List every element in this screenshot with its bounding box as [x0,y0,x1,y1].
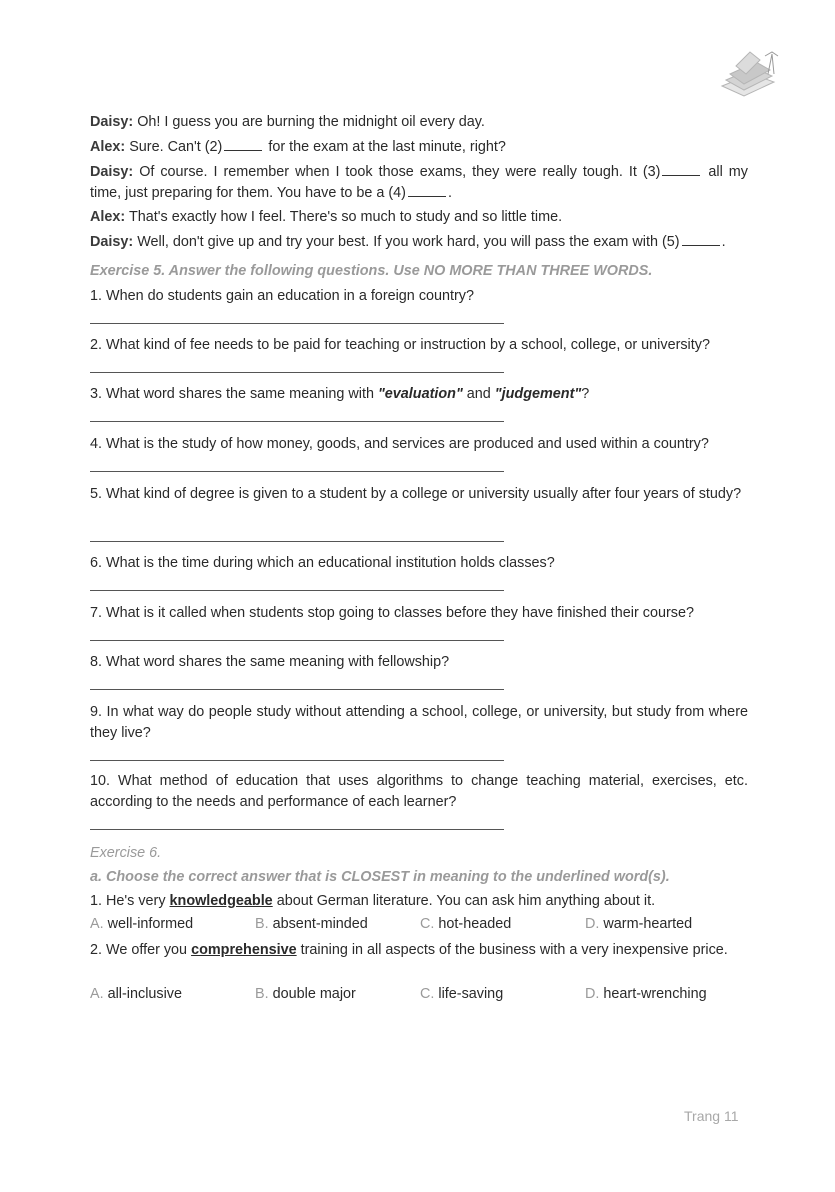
answer-line[interactable] [90,640,504,641]
option-d[interactable] [585,916,692,932]
dialogue-text: That's exactly how I feel. There's so much to study and so little time. [128,209,563,225]
option-letter: C. [420,916,435,932]
speaker-name: Daisy: [90,164,134,180]
option-c[interactable] [420,916,511,932]
dialogue-line [90,232,748,253]
option-text: heart-wrenching [603,986,707,1002]
dialogue-line [90,162,748,203]
option-letter: B. [255,916,269,932]
question: 2. What kind of fee needs to be paid for teaching or instruction by a school, college, or university? [90,337,710,353]
question: 1. When do students gain an education in a foreign country? [90,288,475,304]
answer-blank[interactable] [662,163,700,176]
question-text: about German literature. You can ask him anything about it. [272,893,656,909]
answer-line[interactable] [90,471,504,472]
option-text: double major [272,986,356,1002]
speaker-name: Alex: [90,209,126,225]
option-text: all-inclusive [107,986,182,1002]
dialogue-text: all my time, just preparing for them. You have to be a (4) [90,164,748,201]
answer-line[interactable] [90,689,504,690]
dialogue-text: Oh! I guess you are burning the midnight oil every day. [137,114,485,130]
answer-line[interactable] [90,372,504,373]
exercise-title: Exercise 5. Answer the following questions. Use NO MORE THAN THREE WORDS. [90,263,653,279]
answer-line[interactable] [90,421,504,422]
option-b[interactable] [255,916,368,932]
dialogue-line [90,137,748,158]
dialogue-text: Sure. Can't (2) [129,139,223,155]
answer-blank[interactable] [408,184,446,197]
option-text: life-saving [438,986,504,1002]
option-d[interactable] [585,986,707,1002]
question-text: and [462,386,495,402]
answer-line[interactable] [90,590,504,591]
key-word: "evaluation" [377,386,463,402]
speaker-name: Alex: [90,139,126,155]
question [90,891,748,912]
question-text: training in all aspects of the business with a very inexpensive price. [296,942,728,958]
option-text: warm-hearted [603,916,693,932]
option-letter: D. [585,916,600,932]
speaker-name: Daisy: [90,234,134,250]
question: 9. In what way do people study without attending a school, college, or university, but study from where they live? [90,704,748,741]
answer-line[interactable] [90,829,504,830]
page-number: Trang 11 [684,1108,739,1124]
option-letter: C. [420,986,435,1002]
question [90,384,748,405]
exercise-title: Exercise 6. [90,845,162,861]
underlined-word: knowledgeable [169,893,273,909]
question: 8. What word shares the same meaning with fellowship? [90,654,450,670]
option-letter: B. [255,986,269,1002]
question: 6. What is the time during which an educational institution holds classes? [90,555,555,571]
option-c[interactable] [420,986,503,1002]
option-b[interactable] [255,986,356,1002]
question-text: 2. We offer you [90,942,192,958]
option-a[interactable] [90,986,182,1002]
dialogue-text: Well, don't give up and try your best. If you work hard, you will pass the exam with (5) [137,234,680,250]
dialogue-text: Of course. I remember when I took those exams, they were really tough. It (3) [139,164,661,180]
answer-line[interactable] [90,760,504,761]
underlined-word: comprehensive [191,942,297,958]
dialogue-line [90,112,748,133]
dialogue-text: for the exam at the last minute, right? [268,139,506,155]
question: 10. What method of education that uses algorithms to change teaching material, exercises, etc. according to the needs and performance of each learner? [90,773,748,810]
speaker-name: Daisy: [90,114,134,130]
option-text: absent-minded [272,916,368,932]
answer-line[interactable] [90,541,504,542]
dialogue-text: . [721,234,726,250]
question-text: ? [581,386,590,402]
answer-blank[interactable] [682,233,720,246]
dialogue-line [90,207,748,228]
question-text: 3. What word shares the same meaning with [90,386,378,402]
option-letter: D. [585,986,600,1002]
option-text: well-informed [107,916,194,932]
dialogue-text: . [447,184,452,201]
key-word: "judgement" [494,386,582,402]
question: 7. What is it called when students stop going to classes before they have finished their course? [90,605,694,621]
option-text: hot-headed [438,916,512,932]
question: 4. What is the study of how money, goods, and services are produced and used within a country? [90,436,709,452]
question [90,940,748,961]
question: 5. What kind of degree is given to a student by a college or university usually after four years of study? [90,486,742,502]
exercise-instruction: a. Choose the correct answer that is CLOSEST in meaning to the underlined word(s). [90,869,670,885]
option-letter: A. [90,986,104,1002]
option-a[interactable] [90,916,193,932]
books-illustration [712,44,782,100]
option-letter: A. [90,916,104,932]
answer-blank[interactable] [224,138,262,151]
answer-line[interactable] [90,323,504,324]
question-text: 1. He's very [90,893,170,909]
